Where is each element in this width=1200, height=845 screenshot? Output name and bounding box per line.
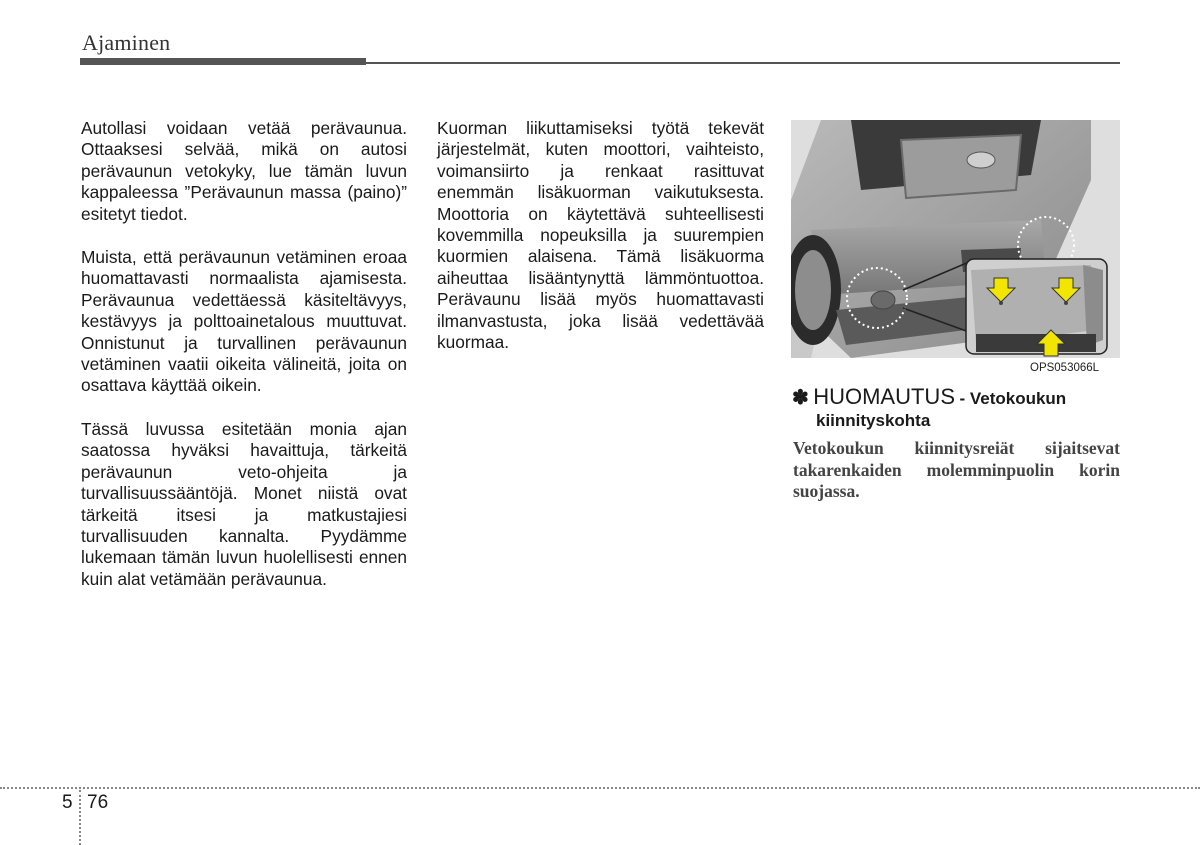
page-number: 76 — [87, 792, 109, 813]
column-middle — [437, 118, 764, 353]
note-heading — [792, 386, 1122, 411]
header-bar — [80, 58, 366, 65]
footer-rule — [0, 787, 1200, 789]
figure-caption: OPS053066L — [1030, 362, 1100, 374]
chapter-number: 5 — [62, 792, 73, 813]
note-subtitle: - Vetokoukun — [959, 389, 1067, 408]
header-rule — [366, 62, 1120, 64]
paragraph: Muista, että perävaunun vetäminen eroaa huomattavasti normaalista ajamisesta. Perävaunua vedettäessä käsiteltävyys, kestävyys ja polttoainetalous muuttuvat. Onnistunut ja turvallinen perävaunun vetäminen vaatii oikeita välineitä, joita on osattava käyttää oikein. — [81, 247, 407, 396]
tow-hook-figure — [791, 120, 1120, 358]
note-subtitle-continued: kiinnityskohta — [816, 411, 931, 430]
paragraph: Kuorman liikuttamiseksi työtä tekevät järjestelmät, kuten moottori, vaihteisto, voimansiirto ja renkaat rasittuvat enemmän lisäkuorman vaikutuksesta. Moottoria on käytettävä suhteellisesti kovemmilla nopeuksilla ja suurempien kuormien alaisena. Tämä lisäkuorma aiheuttaa lisääntynyttä lämmöntuottoa. Perävaunu lisää myös huomattavasti ilmanvastusta, joka lisää vedettävää kuormaa. — [437, 118, 764, 353]
footer-divider — [79, 790, 81, 845]
note-body: Vetokoukun kiinnitysreiät sijaitsevat takarenkaiden molemminpuolin korin suojassa. — [793, 438, 1120, 501]
note-title: HUOMAUTUS — [813, 384, 955, 409]
paragraph: Tässä luvussa esitetään monia ajan saatossa hyväksi havaittuja, tärkeitä perävaunun veto-ohjeita ja turvallisuussääntöjä. Monet niistä ovat tärkeitä itsesi ja matkustajiesi turvallisuuden kannalta. Pyydämme lukemaan tämän luvun huolellisesti ennen kuin alat vetämään perävaunua. — [81, 418, 407, 589]
paragraph: Autollasi voidaan vetää perävaunua. Ottaaksesi selvää, mikä on autosi perävaunun vetokyky, lue tämän luvun kappaleessa ”Perävaunun massa (paino)” esitetyt tiedot. — [81, 118, 407, 224]
car-rear-illustration — [791, 120, 1120, 358]
section-title: Ajaminen — [82, 30, 171, 55]
detail-inset — [966, 259, 1107, 354]
note-symbol-icon: ✽ — [792, 387, 809, 409]
column-left — [81, 118, 407, 590]
